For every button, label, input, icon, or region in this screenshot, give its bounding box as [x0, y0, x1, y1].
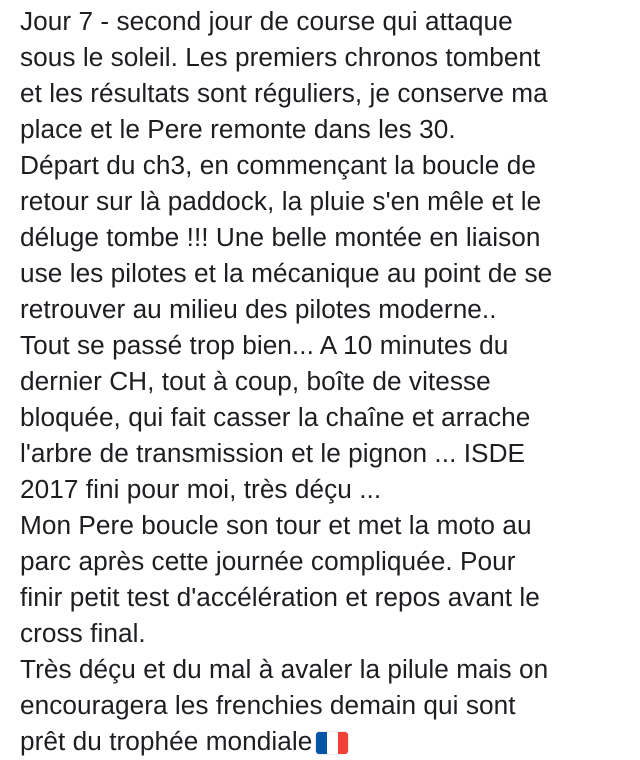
france-flag-icon [316, 732, 348, 754]
flag-stripe-blue [316, 732, 327, 754]
post-text-line: bloquée, qui fait casser la chaîne et arrache [20, 402, 531, 432]
post-text-line: et les résultats sont réguliers, je conserve ma [20, 78, 548, 108]
flag-stripe-white [327, 732, 338, 754]
post-text-line: encouragera les frenchies demain qui sont [20, 690, 516, 720]
post-text-line: dernier CH, tout à coup, boîte de vitesse [20, 366, 491, 396]
post-text-line: place et le Pere remonte dans les 30. [20, 114, 456, 144]
post-text-line: l'arbre de transmission et le pignon ... ISDE [20, 438, 526, 468]
post-text [20, 3, 630, 759]
post-text-line: Jour 7 - second jour de course qui attaque [20, 6, 513, 36]
post-text-line: prêt du trophée mondiale [20, 726, 313, 756]
post-text-line: retrouver au milieu des pilotes moderne.. [20, 294, 497, 324]
post-text-line: use les pilotes et la mécanique au point de se [20, 258, 553, 288]
post-text-line: parc après cette journée compliquée. Pour [20, 546, 516, 576]
post-text-line: sous le soleil. Les premiers chronos tombent [20, 42, 541, 72]
post-text-line: Mon Pere boucle son tour et met la moto au [20, 510, 532, 540]
post-text-line: finir petit test d'accélération et repos avant le [20, 582, 540, 612]
post-text-line: Tout se passé trop bien... A 10 minutes du [20, 330, 509, 360]
post-text-line: Départ du ch3, en commençant la boucle de [20, 150, 536, 180]
post-text-line: déluge tombe !!! Une belle montée en liaison [20, 222, 541, 252]
post-text-last-line [20, 723, 630, 759]
flag-stripe-red [338, 732, 349, 754]
post-text-line: Très déçu et du mal à avaler la pilule mais on [20, 654, 549, 684]
post-text-line: retour sur là paddock, la pluie s'en mêle et le [20, 186, 542, 216]
post-text-line: cross final. [20, 618, 146, 648]
post-text-line: 2017 fini pour moi, très déçu ... [20, 474, 382, 504]
